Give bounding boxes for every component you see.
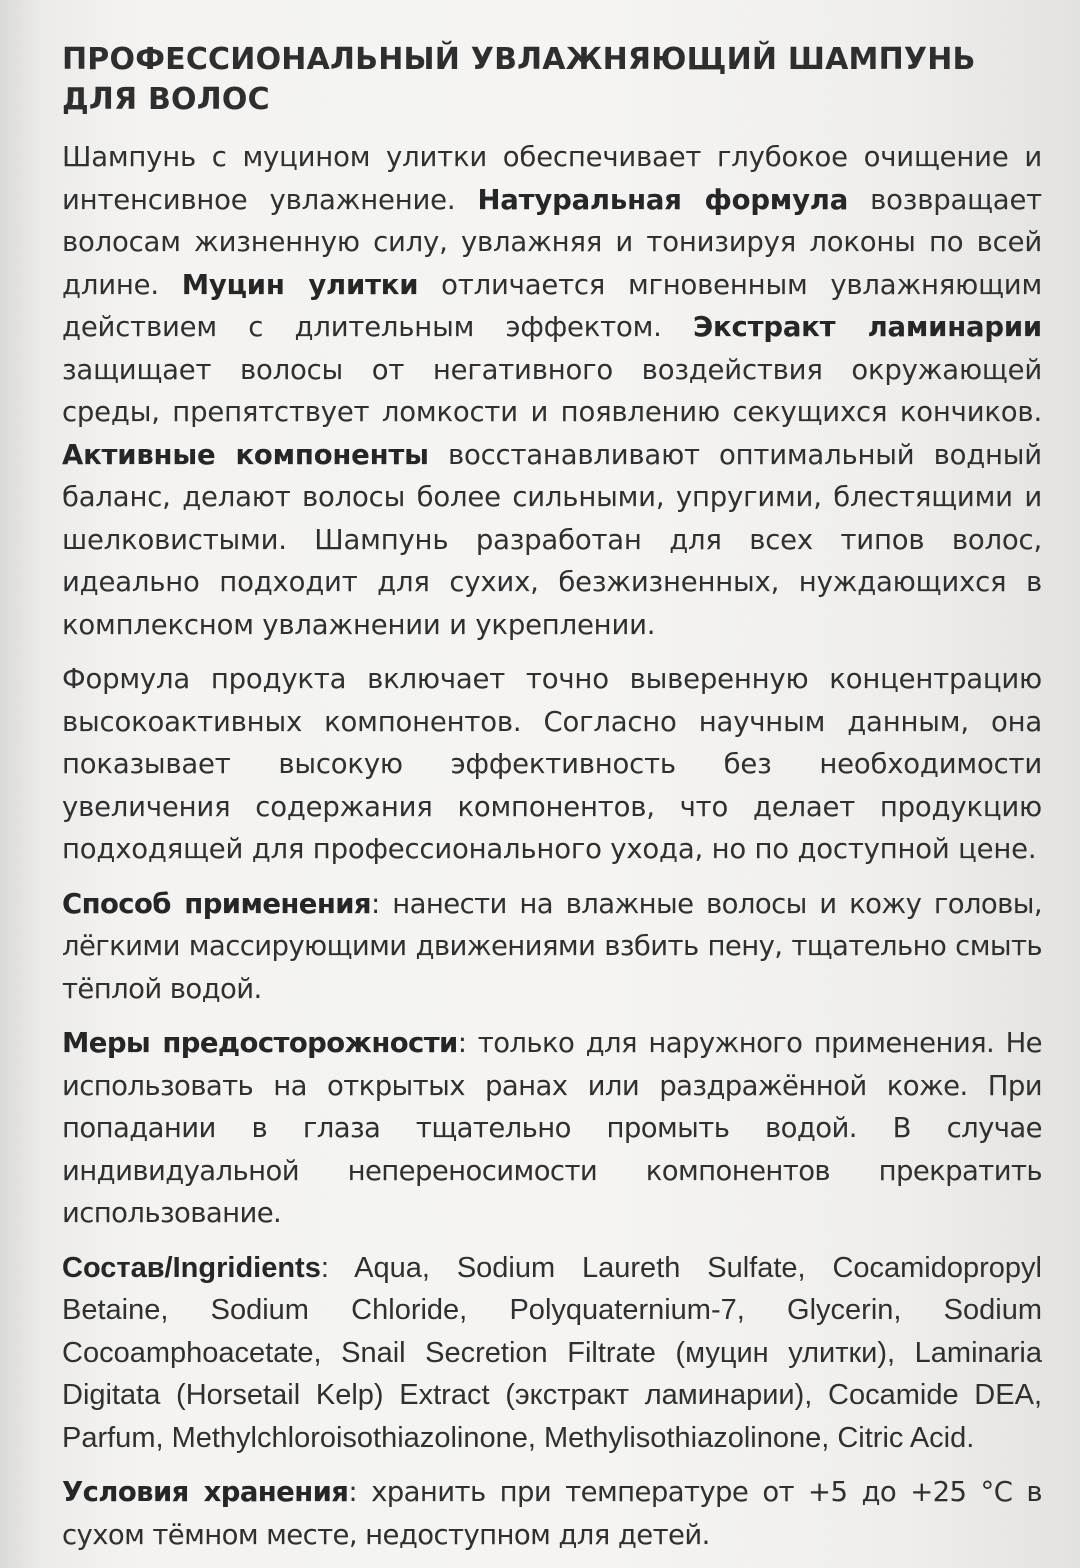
description-text-3: отличается мгновенным увлажняющим действием с длительным эффектом.: [62, 268, 1043, 343]
storage-text: : хранить при температуре от +5 до +25 °C в сухом тёмном месте, недоступном для детей.: [62, 1476, 1042, 1551]
product-label: [62, 40, 1042, 1568]
highlight-kelp-extract: Экстракт ламинарии: [693, 311, 1042, 343]
formula-paragraph: Формула продукта включает точно выверенную концентрацию высокоактивных компонентов. Согласно научным данным, она показывает высокую эффективность без необходимости увеличения содержания компонентов, что делает продукцию подходящей для профессионального ухода, но по доступной цене.: [62, 663, 1042, 865]
description-text-1: Шампунь с муцином улитки обеспечивает глубокое очищение и интенсивное увлажнение.: [62, 141, 1042, 216]
storage-paragraph: [62, 1471, 1042, 1556]
highlight-active-components: Активные компоненты: [62, 438, 429, 471]
ingredients-text: : Aqua, Sodium Laureth Sulfate, Cocamidopropyl Betaine, Sodium Chloride, Polyquaternium-7, Glycerin, Sodium Cocoamphoacetate, Snail Secretion Filtrate (муцин улитки), Laminaria Digitata (Horsetail Kelp) Extract (экстракт ламинарии), Cocamide DEA, Parfum, Methylchloroisothiazolinone, Methylisothiazolinone, Citric Acid.: [62, 1251, 1042, 1454]
description-text-4: защищает волосы от негативного воздействия окружающей среды, препятствует ломкости и появлению секущихся кончиков.: [62, 353, 1042, 428]
usage-text: : нанести на влажные волосы и кожу головы, лёгкими массирующими движениями взбить пену, тщательно смыть тёплой водой.: [62, 887, 1042, 1005]
precautions-label: Меры предосторожности: [62, 1027, 458, 1059]
description-text-2: возвращает волосам жизненную силу, увлажняя и тонизируя локоны по всей длине.: [62, 183, 1042, 301]
highlight-natural-formula: Натуральная формула: [477, 183, 849, 216]
ingredients-paragraph: [62, 1247, 1042, 1460]
usage-label: Способ применения: [62, 887, 371, 920]
product-title: ПРОФЕССИОНАЛЬНЫЙ УВЛАЖНЯЮЩИЙ ШАМПУНЬ ДЛЯ ВОЛОС: [62, 42, 976, 117]
description-paragraph: [62, 136, 1042, 646]
usage-paragraph: [62, 883, 1042, 1011]
description-text-5: восстанавливают оптимальный водный баланс, делают волосы более сильными, упругими, блестящими и шелковистыми. Шампунь разработан для всех типов волос, идеально подходит для сухих, безжизненных, нуждающихся в комплексном увлажнении и укреплении.: [62, 438, 1042, 641]
precautions-text: : только для наружного применения. Не использовать на открытых ранах или раздражённой коже. При попадании в глаза тщательно промыть водой. В случае индивидуальной непереносимости компонентов прекратить использование.: [62, 1027, 1042, 1229]
ingredients-label: Состав/Ingridients: [62, 1251, 321, 1284]
precautions-paragraph: [62, 1022, 1042, 1235]
highlight-snail-mucin: Муцин улитки: [181, 268, 419, 301]
storage-label: Условия хранения: [62, 1476, 349, 1508]
